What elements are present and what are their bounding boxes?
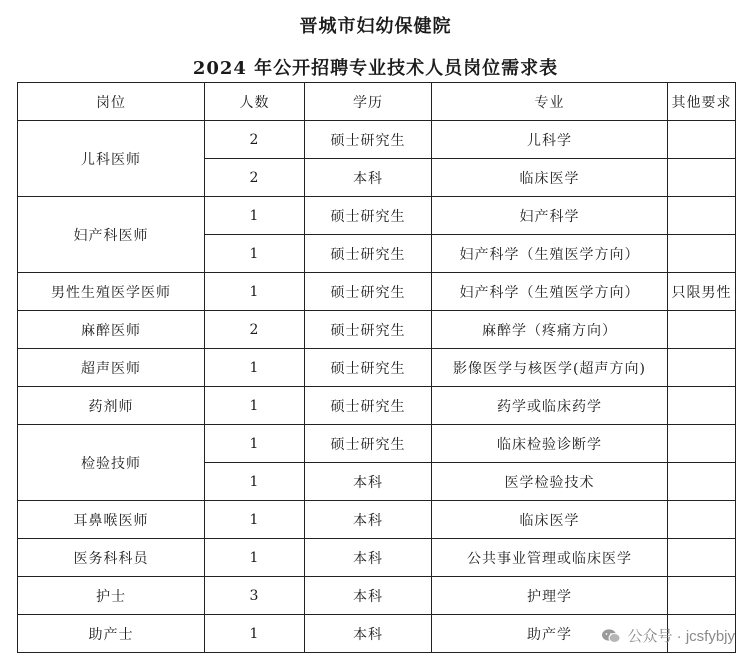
cell-count: 1 — [205, 501, 305, 539]
cell-count: 2 — [205, 311, 305, 349]
cell-education: 硕士研究生 — [305, 197, 432, 235]
cell-position: 耳鼻喉医师 — [18, 501, 205, 539]
cell-position: 助产士 — [18, 615, 205, 653]
cell-major: 助产学 — [432, 615, 668, 653]
document-title: 晋城市妇幼保健院 — [299, 16, 452, 37]
cell-education: 硕士研究生 — [305, 349, 432, 387]
cell-education: 本科 — [305, 539, 432, 577]
cell-education: 本科 — [305, 577, 432, 615]
cell-major: 儿科学 — [432, 121, 668, 159]
cell-count: 1 — [205, 463, 305, 501]
document-subtitle: 2024 年公开招聘专业技术人员岗位需求表 — [192, 58, 559, 79]
cell-other — [668, 501, 736, 539]
cell-position: 男性生殖医学医师 — [18, 273, 205, 311]
cell-count: 1 — [205, 349, 305, 387]
table-header-row — [18, 83, 736, 121]
job-requirements-table — [17, 82, 736, 653]
table-row — [18, 577, 736, 615]
cell-count: 1 — [205, 425, 305, 463]
cell-major: 妇产科学 — [432, 197, 668, 235]
cell-count: 1 — [205, 235, 305, 273]
table-row — [18, 539, 736, 577]
cell-education: 硕士研究生 — [305, 311, 432, 349]
cell-other — [668, 577, 736, 615]
cell-other — [668, 159, 736, 197]
cell-position: 超声医师 — [18, 349, 205, 387]
cell-other — [668, 387, 736, 425]
cell-education: 本科 — [305, 463, 432, 501]
watermark — [601, 625, 735, 646]
header-education: 学历 — [305, 83, 432, 121]
table-row — [18, 387, 736, 425]
cell-count: 2 — [205, 159, 305, 197]
cell-education: 硕士研究生 — [305, 235, 432, 273]
cell-position: 护士 — [18, 577, 205, 615]
wechat-icon — [601, 628, 621, 644]
cell-count: 1 — [205, 273, 305, 311]
cell-count: 1 — [205, 197, 305, 235]
cell-education: 本科 — [305, 615, 432, 653]
cell-other: 只限男性 — [668, 273, 736, 311]
cell-other — [668, 311, 736, 349]
cell-major: 妇产科学（生殖医学方向） — [432, 235, 668, 273]
cell-major: 影像医学与核医学(超声方向) — [432, 349, 668, 387]
cell-count: 1 — [205, 387, 305, 425]
table-row — [18, 311, 736, 349]
cell-position: 医务科科员 — [18, 539, 205, 577]
cell-major: 临床医学 — [432, 501, 668, 539]
cell-major: 临床医学 — [432, 159, 668, 197]
table-row — [18, 425, 736, 463]
cell-other — [668, 121, 736, 159]
cell-position: 妇产科医师 — [18, 197, 205, 273]
header-other: 其他要求 — [668, 83, 736, 121]
table-row — [18, 349, 736, 387]
cell-other — [668, 539, 736, 577]
cell-position: 检验技师 — [18, 425, 205, 501]
cell-position: 药剂师 — [18, 387, 205, 425]
cell-other — [668, 235, 736, 273]
table-row — [18, 197, 736, 235]
cell-count: 3 — [205, 577, 305, 615]
header-major: 专业 — [432, 83, 668, 121]
header-count: 人数 — [205, 83, 305, 121]
table-row — [18, 501, 736, 539]
cell-major: 公共事业管理或临床医学 — [432, 539, 668, 577]
cell-major: 妇产科学（生殖医学方向） — [432, 273, 668, 311]
cell-other — [668, 349, 736, 387]
cell-education: 硕士研究生 — [305, 273, 432, 311]
cell-education: 硕士研究生 — [305, 387, 432, 425]
cell-position: 麻醉医师 — [18, 311, 205, 349]
cell-major: 临床检验诊断学 — [432, 425, 668, 463]
table-row — [18, 273, 736, 311]
cell-major: 药学或临床药学 — [432, 387, 668, 425]
cell-major: 医学检验技术 — [432, 463, 668, 501]
table-row — [18, 121, 736, 159]
cell-education: 本科 — [305, 501, 432, 539]
cell-education: 硕士研究生 — [305, 121, 432, 159]
cell-education: 硕士研究生 — [305, 425, 432, 463]
cell-major: 麻醉学（疼痛方向） — [432, 311, 668, 349]
watermark-text: 公众号 · jcsfybjy — [627, 628, 735, 645]
cell-other — [668, 463, 736, 501]
table-body — [18, 121, 736, 653]
header-position: 岗位 — [18, 83, 205, 121]
cell-count: 1 — [205, 539, 305, 577]
cell-education: 本科 — [305, 159, 432, 197]
cell-count: 1 — [205, 615, 305, 653]
cell-major: 护理学 — [432, 577, 668, 615]
cell-position: 儿科医师 — [18, 121, 205, 197]
cell-other — [668, 425, 736, 463]
cell-count: 2 — [205, 121, 305, 159]
cell-other — [668, 197, 736, 235]
